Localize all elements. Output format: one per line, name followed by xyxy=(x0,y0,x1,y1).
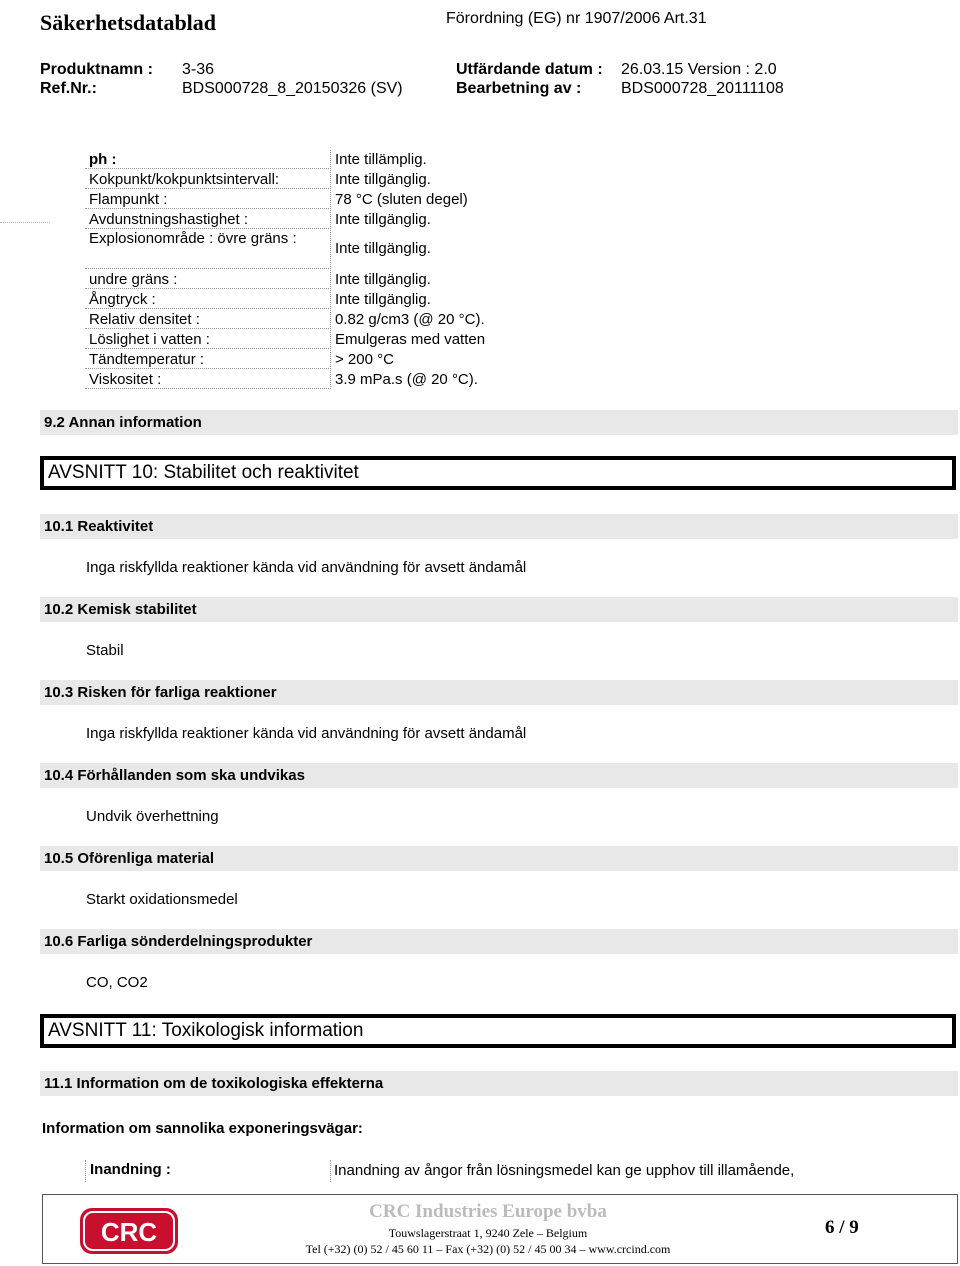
property-value: 3.9 mPa.s (@ 20 °C). xyxy=(335,371,478,388)
section-heading-11: AVSNITT 11: Toxikologisk information xyxy=(40,1014,956,1048)
property-label: Ångtryck : xyxy=(85,290,331,309)
subsection-text-10-6: CO, CO2 xyxy=(86,974,148,991)
issue-date-label: Utfärdande datum : xyxy=(456,61,603,78)
property-row xyxy=(85,230,495,270)
property-value: Emulgeras med vatten xyxy=(335,331,486,348)
subsection-text-10-2: Stabil xyxy=(86,642,124,659)
property-row xyxy=(85,290,495,310)
subsection-heading-10-1: 10.1 Reaktivitet xyxy=(40,514,958,539)
property-row xyxy=(85,150,495,170)
exposure-routes-heading: Information om sannolika exponeringsvägar: xyxy=(42,1120,363,1137)
issue-date-value: 26.03.15 Version : 2.0 xyxy=(621,61,777,78)
subsection-heading-10-6: 10.6 Farliga sönderdelningsprodukter xyxy=(40,929,958,954)
property-label: ph : xyxy=(85,150,331,169)
property-label: undre gräns : xyxy=(85,270,331,289)
subsection-heading-10-3: 10.3 Risken för farliga reaktioner xyxy=(40,680,958,705)
subsection-text-10-4: Undvik överhettning xyxy=(86,808,219,825)
property-value: Inte tillgänglig. xyxy=(335,211,431,228)
property-label: Tändtemperatur : xyxy=(85,350,331,369)
subsection-heading-10-4: 10.4 Förhållanden som ska undvikas xyxy=(40,763,958,788)
company-contact: Tel (+32) (0) 52 / 45 60 11 – Fax (+32) (0) 52 / 45 00 34 – www.crcind.com xyxy=(305,1242,671,1256)
product-name-label: Produktnamn : xyxy=(40,61,153,78)
property-row xyxy=(85,270,495,290)
property-row xyxy=(85,370,495,390)
ref-number-label: Ref.Nr.: xyxy=(40,80,97,97)
property-value: 0.82 g/cm3 (@ 20 °C). xyxy=(335,311,485,328)
property-label: Kokpunkt/kokpunktsintervall: xyxy=(85,170,331,189)
subsection-heading-10-2: 10.2 Kemisk stabilitet xyxy=(40,597,958,622)
property-value: Inte tillämplig. xyxy=(335,151,427,168)
property-row xyxy=(85,210,495,230)
property-label: Avdunstningshastighet : xyxy=(85,210,331,229)
property-label: Viskositet : xyxy=(85,370,331,389)
company-address: Touwslagerstraat 1, 9240 Zele – Belgium xyxy=(388,1226,588,1240)
document-title: Säkerhetsdatablad xyxy=(40,10,217,35)
property-value: > 200 °C xyxy=(335,351,394,368)
subsection-heading-10-5: 10.5 Oförenliga material xyxy=(40,846,958,871)
section-heading-10: AVSNITT 10: Stabilitet och reaktivitet xyxy=(40,456,956,490)
property-row xyxy=(85,190,495,210)
inhalation-value: Inandning av ångor från lösningsmedel kan ge upphov till illamående, xyxy=(334,1162,795,1179)
subsection-heading-11-1: 11.1 Information om de toxikologiska effekterna xyxy=(40,1071,958,1096)
crc-logo xyxy=(79,1207,179,1255)
property-value: Inte tillgänglig. xyxy=(335,240,431,257)
subsection-heading-9-2: 9.2 Annan information xyxy=(40,410,958,435)
subsection-text-10-3: Inga riskfyllda reaktioner kända vid användning för avsett ändamål xyxy=(86,725,527,742)
page-number: 6 / 9 xyxy=(825,1217,859,1238)
property-row xyxy=(85,310,495,330)
property-value: 78 °C (sluten degel) xyxy=(335,191,468,208)
company-name: CRC Industries Europe bvba xyxy=(369,1201,607,1222)
property-value: Inte tillgänglig. xyxy=(335,291,431,308)
property-row xyxy=(85,350,495,370)
subsection-text-10-1: Inga riskfyllda reaktioner kända vid användning för avsett ändamål xyxy=(86,559,527,576)
product-name-value: 3-36 xyxy=(182,61,215,78)
property-label: Löslighet i vatten : xyxy=(85,330,331,349)
property-label: Relativ densitet : xyxy=(85,310,331,329)
property-row xyxy=(85,170,495,190)
property-row xyxy=(85,330,495,350)
revision-label: Bearbetning av : xyxy=(456,80,582,97)
subsection-text-10-5: Starkt oxidationsmedel xyxy=(86,891,238,908)
margin-dotted-line xyxy=(0,222,50,223)
property-label: Explosionområde : övre gräns : xyxy=(85,230,331,269)
property-value: Inte tillgänglig. xyxy=(335,271,431,288)
regulation-reference: Förordning (EG) nr 1907/2006 Art.31 xyxy=(446,10,707,27)
property-value: Inte tillgänglig. xyxy=(335,171,431,188)
page-footer xyxy=(42,1194,958,1264)
logo-text: CRC xyxy=(100,1217,158,1247)
revision-value: BDS000728_20111108 xyxy=(621,80,784,97)
inhalation-label: Inandning : xyxy=(85,1160,331,1182)
ref-number-value: BDS000728_8_20150326 (SV) xyxy=(182,80,403,97)
property-label: Flampunkt : xyxy=(85,190,331,209)
